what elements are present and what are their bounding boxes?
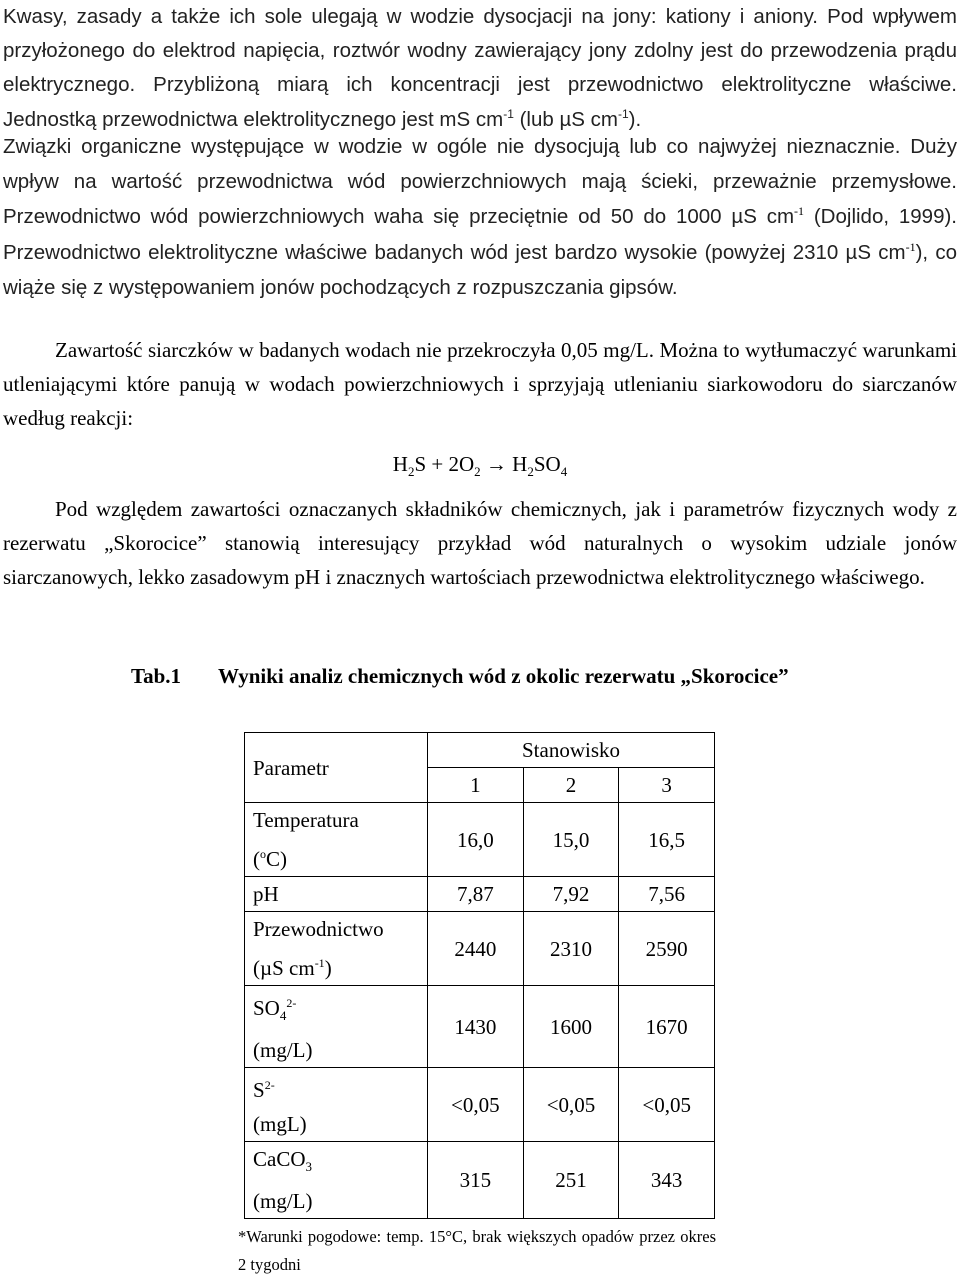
paragraph-text: Zawartość siarczków w badanych wodach nie przekroczyła 0,05 mg/L. Można to wytłumaczyć warunkami utleniającymi które panują w wodach powierzchniowych i sprzyjają utlenianiu siarkowodoru do siarczanów według reakcji: — [3, 338, 957, 431]
row-unit: (mg/L) — [253, 1038, 313, 1063]
formula-part: S — [253, 1078, 265, 1103]
table-cell: 7,56 — [619, 877, 715, 912]
header-parameter: Parametr — [245, 733, 428, 803]
row-unit — [253, 837, 423, 876]
table-row — [245, 803, 715, 877]
unit-sup: -1 — [314, 956, 325, 970]
table-row — [245, 986, 715, 1068]
chemical-equation — [0, 452, 960, 480]
row-label-sulfide — [245, 1068, 428, 1142]
paragraph-text: (Dojlido, 1999). Przewodnictwo elektrolityczne właściwe badanych wód jest bardzo wysokie (powyżej 2310 µS cm — [3, 205, 957, 264]
paragraph-text: (lub µS cm — [513, 107, 618, 131]
table-caption — [131, 664, 789, 689]
row-name: Temperatura — [253, 808, 359, 832]
row-label-ph: pH — [245, 877, 428, 912]
table-row — [245, 912, 715, 986]
table-row — [245, 877, 715, 912]
superscript: -1 — [905, 239, 916, 254]
table-cell: 2590 — [619, 912, 715, 986]
table-footnote: *Warunki pogodowe: temp. 15°C, brak większych opadów przez okres 2 tygodni — [238, 1227, 716, 1274]
unit-part: (µS cm — [253, 956, 315, 980]
table-cell: 16,0 — [428, 803, 524, 877]
row-name — [253, 1142, 423, 1184]
row-unit: (mgL) — [253, 1112, 307, 1137]
row-unit: (mg/L) — [253, 1189, 313, 1214]
row-label-calcium-carbonate — [245, 1142, 428, 1219]
formula-part: SO — [253, 996, 280, 1020]
table-cell: <0,05 — [523, 1068, 619, 1142]
eq-part: H — [392, 452, 408, 476]
table-cell: 1600 — [523, 986, 619, 1068]
table-cell: 15,0 — [523, 803, 619, 877]
eq-part: SO — [533, 452, 561, 476]
station-number: 2 — [523, 768, 619, 803]
station-number: 3 — [619, 768, 715, 803]
table-cell: 2440 — [428, 912, 524, 986]
table-cell: 7,87 — [428, 877, 524, 912]
paragraph-conductivity — [3, 129, 957, 305]
table-label: Tab.1 — [131, 664, 182, 688]
table-row — [245, 1068, 715, 1142]
eq-sub: 4 — [560, 464, 568, 480]
superscript: -1 — [503, 106, 514, 121]
unit-sup: o — [260, 847, 266, 861]
row-unit — [253, 946, 423, 985]
table-cell: <0,05 — [619, 1068, 715, 1142]
eq-sub: 2 — [474, 464, 481, 480]
unit-part: ( — [253, 847, 260, 871]
table-cell: 343 — [619, 1142, 715, 1219]
formula-part: CaCO — [253, 1147, 306, 1172]
table-row — [245, 1142, 715, 1219]
row-label-conductivity — [245, 912, 428, 986]
formula-sub: 3 — [305, 1159, 312, 1175]
formula-sub: 4 — [279, 1008, 287, 1024]
paragraph-text: Związki organiczne występujące w wodzie w ogóle nie dysocjują lub co najwyżej nieznacznie. Duży wpływ na wartość przewodnictwa wód powierzchniowych mają ścieki, przeważnie przemysłowe. Przewodnictwo wód powierzchniowych waha się przeciętnie od 50 do 1000 µS cm — [3, 135, 957, 229]
table-cell: 1670 — [619, 986, 715, 1068]
reaction-arrow: → — [480, 452, 513, 476]
paragraph-text: ). — [628, 107, 642, 131]
station-number: 1 — [428, 768, 524, 803]
header-station: Stanowisko — [428, 733, 715, 768]
paragraph-text: Kwasy, zasady a także ich sole ulegają w wodzie dysocjacji na jony: kationy i aniony. Pod wpływem przyłożonego do elektrod napięcia, roztwór wodny zawierający jony zdolny jest do przewodzenia prądu elektrycznego. Przybliżoną miarą ich koncentracji jest przewodnictwo elektrolityczne właściwe. Jednostką przewodnictwa elektrolitycznego jest mS cm — [3, 5, 957, 131]
table-cell: 7,92 — [523, 877, 619, 912]
row-name — [253, 1068, 423, 1107]
eq-sub: 2 — [407, 464, 415, 480]
formula-sup: 2- — [264, 1078, 275, 1093]
eq-part: H — [512, 452, 528, 476]
table-title: Wyniki analiz chemicznych wód z okolic rezerwatu „Skorocice” — [218, 664, 789, 688]
row-label-sulfate — [245, 986, 428, 1068]
paragraph-summary — [3, 492, 957, 595]
superscript: -1 — [794, 204, 805, 219]
eq-sub: 2 — [527, 464, 534, 480]
unit-part: ) — [324, 956, 332, 980]
row-name — [253, 986, 423, 1033]
unit-part: C) — [266, 847, 287, 871]
table-cell: 315 — [428, 1142, 524, 1219]
table-cell: 1430 — [428, 986, 524, 1068]
paragraph-text: Pod względem zawartości oznaczanych składników chemicznych, jak i parametrów fizycznych wody z rezerwatu „Skorocice” stanowią interesujący przykład wód naturalnych o wysokim udziale jonów siarczanowych, lekko zasadowym pH i znacznych wartościach przewodnictwa elektrolitycznego właściwego. — [3, 497, 957, 590]
paragraph-sulfides — [3, 333, 957, 436]
eq-part: S + 2O — [414, 452, 475, 476]
superscript: -1 — [617, 106, 629, 121]
paragraph-text: ), co wiąże się z występowaniem jonów pochodzących z rozpuszczania gipsów. — [3, 240, 957, 299]
row-name: Przewodnictwo — [253, 917, 384, 941]
table-header-row — [245, 733, 715, 768]
table-cell: 2310 — [523, 912, 619, 986]
results-table — [244, 732, 715, 1219]
formula-sup: 2- — [286, 996, 297, 1010]
table-cell: <0,05 — [428, 1068, 524, 1142]
row-label-temperature — [245, 803, 428, 877]
table-cell: 16,5 — [619, 803, 715, 877]
table-cell: 251 — [523, 1142, 619, 1219]
paragraph-dissociation — [3, 0, 957, 137]
